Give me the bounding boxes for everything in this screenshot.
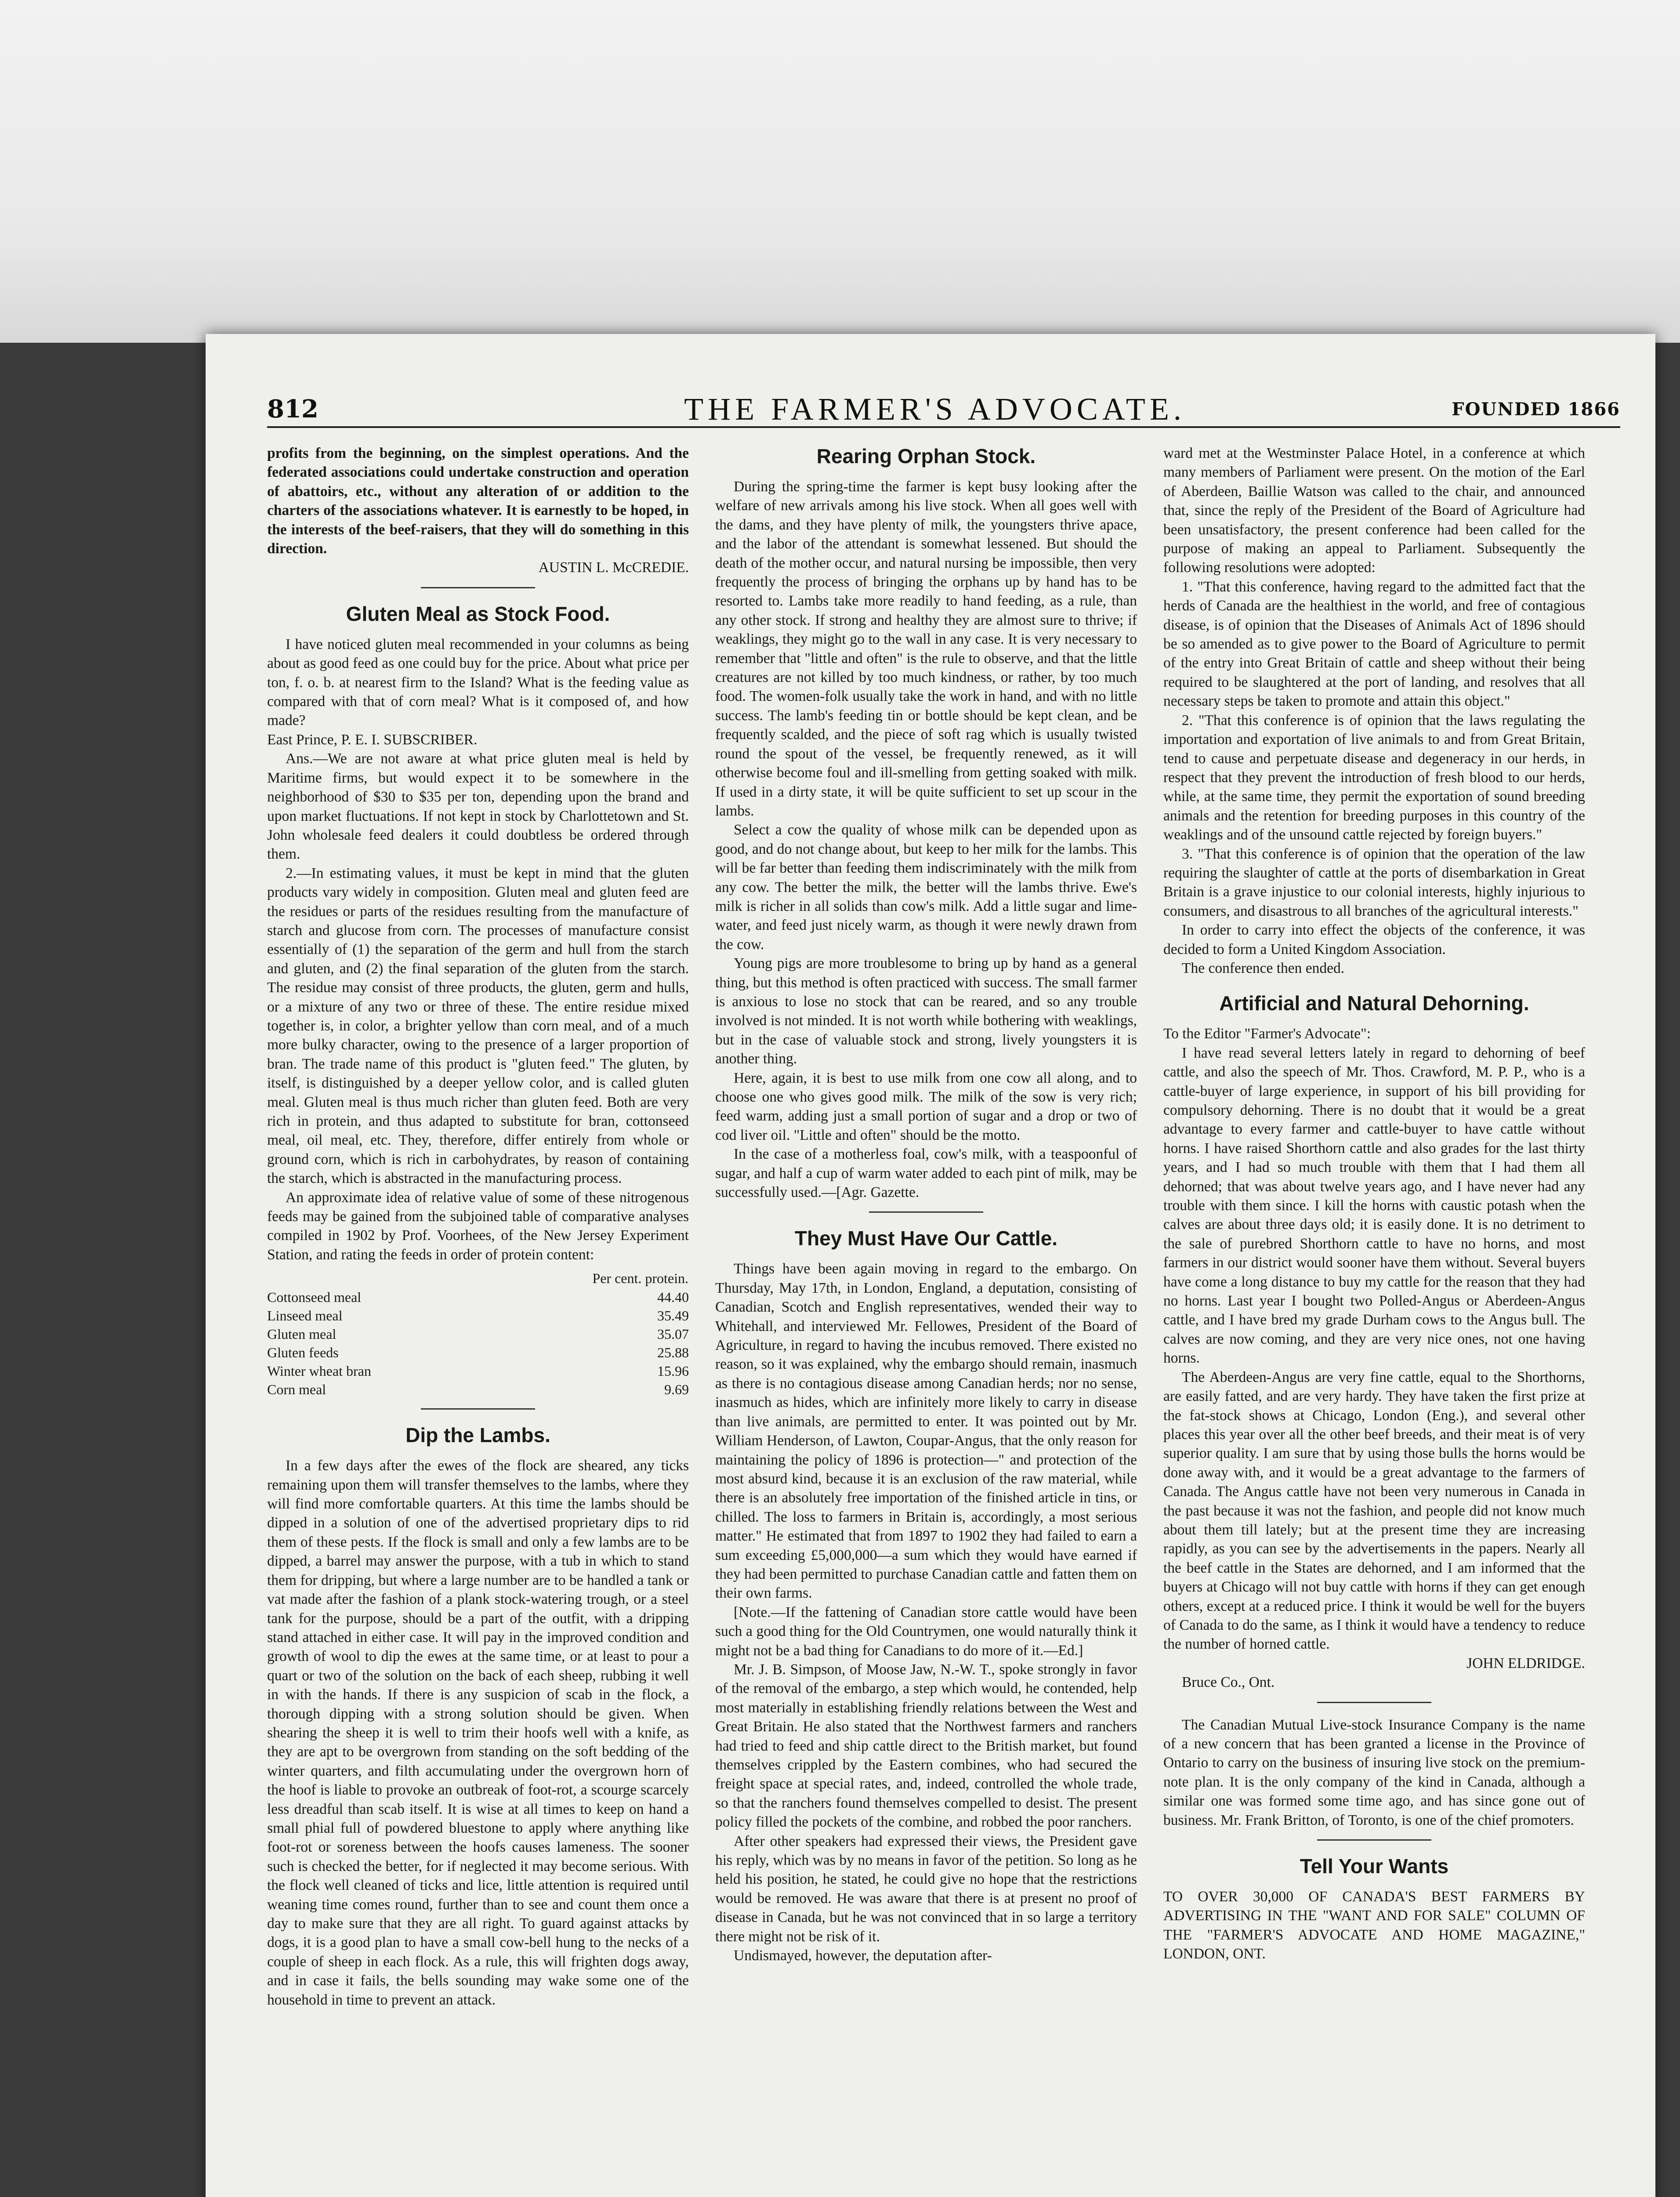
column-2 — [715, 444, 1137, 1965]
divider — [869, 1211, 983, 1213]
letter-place: Bruce Co., Ont. — [1182, 1674, 1275, 1691]
editor-note: [Note.—If the fattening of Canadian store cattle would have been such a good thing for the Old Countrymen, one would naturally think it might not be a bad thing for Canadians to do more of it.—Ed.] — [715, 1604, 1137, 1659]
table-row — [267, 1362, 689, 1380]
article-title: They Must Have Our Cattle. — [794, 1227, 1058, 1250]
article-paragraph: Here, again, it is best to use milk from one cow all along, and to choose one who gives good milk. The milk of the sow is very rich; feed warm, adding just a small portion of sugar and a drop or two of cod liver oil. "Little and often" should be the motto. — [715, 1069, 1137, 1143]
newspaper-page — [206, 334, 1655, 2197]
article-paragraph: The conference then ended. — [1182, 960, 1345, 976]
article-title: Dip the Lambs. — [406, 1424, 550, 1447]
divider — [421, 587, 535, 588]
protein-value: 9.69 — [664, 1381, 689, 1398]
article-continuation: ward met at the Westminster Palace Hotel, in a conference at which many members of Parliament were present. On the motion of the Earl of Aberdeen, Baillie Watson was called to the chair, and announced that, since the reply of the President of the Board of Agriculture had been unsatisfactory, the present conference had been called for the purpose of making an appeal to Parliament. Subsequently the following resolutions were adopted: — [1163, 445, 1585, 576]
resolution-2: 2. "That this conference is of opinion that the laws regulating the importation and exportation of live animals to and from Great Britain, tend to cause and perpetuate disease and degeneracy in our herds, in respect that they prevent the introduction of fresh blood to our herds, while, at the same time, they permit the exportation of sound breeding animals and the retention for breeding purposes in this country of the weaklings and of the unsound cattle rejected by foreign buyers." — [1163, 712, 1585, 843]
article-paragraph: In order to carry into effect the objects of the conference, it was decided to form a United Kingdom Association. — [1163, 922, 1585, 957]
divider — [1317, 1839, 1431, 1841]
table-header-row — [267, 1269, 689, 1288]
abattoir-continuation: profits from the beginning, on the simplest operations. And the federated associations could undertake construction and operation of abattoirs, etc., without any alteration of or addition to the charters of the associations whatever. It is earnestly to be hoped, in the interests of the beef-raisers, that they will do something in this direction. — [267, 445, 689, 557]
letter-paragraph: I have read several letters lately in regard to dehorning of beef cattle, and also the speech of Mr. Thos. Crawford, M. P. P., who is a cattle-buyer of large experience, in support of his bill providing for compulsory dehorning. There is no doubt that it would be a great advantage to every farmer and cattle-buyer to have cattle without horns. I have raised Shorthorn cattle and also grades for the last thirty years, and I had so much trouble with them that I had them all dehorned; that was about twelve years ago, and I have never had any trouble with them since. I kill the horns with caustic potash when the calves are about three days old; it is easily done. It is no detriment to the sale of purebred Shorthorn cattle to have no horns, and most farmers in our district would sooner have them without. Several buyers have come a long distance to buy my cattle for the reason that they had no horns. Last year I bought two Polled-Angus or Aberdeen-Angus cattle, and I have bred my grade Durham cows to the Angus bull. The calves are now coming, and they are very nice ones, not one having horns. — [1163, 1044, 1585, 1367]
feed-name: Corn meal — [267, 1381, 326, 1398]
table-row — [267, 1343, 689, 1362]
table-row — [267, 1306, 689, 1325]
founded-line: FOUNDED 1866 — [1452, 399, 1620, 420]
answer-paragraph: An approximate idea of relative value of some of these nitrogenous feeds may be gained from the subjoined table of comparative analyses compiled in 1902 by Prof. Voorhees, of the New Jersey Experiment Station, and rating the feeds in order of protein content: — [267, 1189, 689, 1263]
article-paragraph: Select a cow the quality of whose milk can be depended upon as good, and do not change about, but keep to her milk for the lambs. This will be far better than feeding them indiscriminately with the milk from any cow. The better the milk, the better will the lambs thrive. Ewe's milk is richer in all solids than cow's milk. Add a little sugar and lime-water, and feed just nicely warm, as though it were newly drawn from the cow. — [715, 822, 1137, 953]
letter-salutation: To the Editor "Farmer's Advocate": — [1163, 1026, 1371, 1042]
article-title: Artificial and Natural Dehorning. — [1219, 992, 1529, 1015]
article-paragraph: Mr. J. B. Simpson, of Moose Jaw, N.-W. T., spoke strongly in favor of the removal of the embargo, a step which would, he contended, help most materially in establishing friendly relations between the West and Great Britain. He also stated that the Northwest farmers and ranchers had tried to feed and ship cattle direct to the British market, but found themselves crippled by the Eastern combines, who had secured the freight space at special rates, and, indeed, controlled the whole trade, so that the ranchers found themselves compelled to desist. The present policy filled the pockets of the combine, and robbed the poor ranchers. — [715, 1661, 1137, 1831]
divider — [1317, 1702, 1431, 1703]
table-row — [267, 1288, 689, 1306]
scan-background — [0, 0, 1680, 343]
feed-name: Gluten feeds — [267, 1345, 339, 1361]
feed-name: Winter wheat bran — [267, 1363, 371, 1379]
article-paragraph: After other speakers had expressed their views, the President gave his reply, which was by no means in favor of the petition. So long as he held his position, he stated, he could give no hope that the restrictions would be removed. He was aware that there is at present no proof of disease in Canada, but he was not convinced that in so large a territory there might not be risk of it. — [715, 1833, 1137, 1945]
question-paragraph: I have noticed gluten meal recommended in your columns as being about as good feed as one could buy for the price. About what price per ton, f. o. b. at nearest firm to the Island? What is the feeding value as compared with that of corn meal? What is it composed of, and how made? — [267, 636, 689, 729]
advertisement-title: Tell Your Wants — [1300, 1855, 1449, 1878]
protein-value: 15.96 — [657, 1363, 689, 1379]
column-1 — [267, 444, 689, 2009]
article-title: Gluten Meal as Stock Food. — [346, 602, 610, 625]
question-signature: East Prince, P. E. I. SUBSCRIBER. — [267, 731, 478, 748]
letter-paragraph: The Aberdeen-Angus are very fine cattle, equal to the Shorthorns, are easily fatted, and are very hardy. They have taken the first prize at the fat-stock shows at Chicago, London (Eng.), and several other places this year over all the other beef breeds, and their meat is of very superior quality. I am sure that by using those bulls the horns would be done away with, and it would be a great advantage to the farmers of Canada. The Angus cattle have not been very numerous in Canada in the past because it was not the fashion, and people did not know much about them till lately; but at the present time they are increasing rapidly, as you can see by the advertisements in the papers. Nearly all the beef cattle in the States are dehorned, and I am informed that the buyers at Chicago will not buy cattle with horns if they can get enough others, except at a reduced price. I think it would be well for the buyers of Canada to do the same, as I think it would have a tendency to reduce the number of horned cattle. — [1163, 1369, 1585, 1653]
table-row — [267, 1380, 689, 1399]
feed-name: Linseed meal — [267, 1308, 343, 1324]
masthead-title: THE FARMER'S ADVOCATE. — [684, 392, 1186, 427]
article-paragraph: Young pigs are more troublesome to bring up by hand as a general thing, but this method is often practiced with success. The small farmer is anxious to lose no stock that can be reared, and so any trouble involved is not minded. It is not worth while bothering with weaklings, but in the case of valuable stock and strong, lively youngsters it is another thing. — [715, 955, 1137, 1067]
answer-paragraph: Ans.—We are not aware at what price gluten meal is held by Maritime firms, but would expect it to be somewhere in the neighborhood of $30 to $35 per ton, depending upon the brand and upon market fluctuations. If not kept in stock by Charlottetown and St. John wholesale feed dealers it could doubtless be ordered through them. — [267, 750, 689, 863]
article-paragraph: Undismayed, however, the deputation after- — [734, 1947, 992, 1964]
page-number: 812 — [267, 395, 319, 424]
protein-value: 35.07 — [657, 1326, 689, 1342]
letter-signature: JOHN ELDRIDGE. — [1466, 1655, 1585, 1671]
article-paragraph: Things have been again moving in regard to the embargo. On Thursday, May 17th, in London, England, a deputation, consisting of Canadian, Scotch and English representatives, wended their way to Whitehall, and interviewed Mr. Fellowes, President of the Board of Agriculture, in regard to having the incubus removed. There existed no reason, so it was explained, why the embargo should remain, inasmuch as there is no contagious disease among Canadian herds; nor no sense, inasmuch as hides, which are infinitely more likely to carry in disease than live animals, are permitted to enter. It was pointed out by Mr. William Henderson, of Lawton, Coupar-Angus, that the only reason for maintaining the policy of 1896 is protection—" and protection of the most absurd kind, because it is an exclusion of the raw material, while there is an absolutely free importation of the finished article in tins, or chilled. The loss to farmers in Britain is, accordingly, a most serious matter." He estimated that from 1897 to 1902 they had failed to earn a sum exceeding £5,000,000—a sum which they would have earned if they had been permitted to purchase Canadian cattle and fatten them on their own farms. — [715, 1261, 1137, 1602]
protein-value: 25.88 — [657, 1345, 689, 1361]
article-signature: AUSTIN L. McCREDIE. — [538, 559, 689, 576]
feed-name: Cottonseed meal — [267, 1289, 362, 1305]
table-header: Per cent. protein. — [592, 1270, 688, 1287]
article-paragraph: In a few days after the ewes of the flock are sheared, any ticks remaining upon them will transfer themselves to the lambs, where they will find more comfortable quarters. At this time the lambs should be dipped in a solution of one of the advertised proprietary dips to rid them of these pests. If the flock is small and only a few lambs are to be dipped, a barrel may answer the purpose, with a tub in which to stand them for dripping, but where a large number are to be handled a tank or vat made after the fashion of a plank stock-watering trough, or a steel tank for the purpose, should be a part of the outfit, with a dripping stand attached in either case. It will pay in the improved condition and growth of wool to dip the ewes at the same time, or at least to pour a quart or two of the solution on the back of each sheep, rubbing it well in with the hands. If there is any suspicion of scab in the flock, a thorough dipping with a strong solution should be given. When shearing the sheep it is well to trim their hoofs well with a knife, as they are apt to be overgrown from standing on the soft bedding of the winter quarters, and filth accumulating under the overgrown horn of the hoof is liable to provoke an outbreak of foot-rot, a scourge scarcely less dreadful than scab itself. It is wise at all times to keep on hand a small phial full of powdered bluestone to apply where anything like foot-rot or soreness between the hoofs causes lameness. The sooner such is checked the better, for if neglected it may become serious. With the flock well cleaned of ticks and lice, little attention is required until weaning time comes round, further than to see and count them once a day to make sure that they are all right. To guard against attacks by dogs, it is a good plan to have a small cow-bell hung to the necks of a couple of sheep in each flock. As a rule, this will frighten dogs away, and in case it fails, the bells sounding may wake some one of the household in time to prevent an attack. — [267, 1457, 689, 2008]
feed-name: Gluten meal — [267, 1326, 337, 1342]
resolution-1: 1. "That this conference, having regard to the admitted fact that the herds of Canada are the healthiest in the world, and free of contagious disease, is of opinion that the Diseases of Animals Act of 1896 should be so amended as to give power to the Board of Agriculture to permit of the entry into Great Britain of cattle and sheep without their being required to be slaughtered at the port of landing, and resolves that all necessary steps be taken to promote and attain this object." — [1163, 578, 1585, 710]
article-paragraph: During the spring-time the farmer is kept busy looking after the welfare of new arrivals among his live stock. When all goes well with the dams, and they have plenty of milk, the youngsters thrive apace, and the labor of the attendant is somewhat lessened. But should the death of the mother occur, and natural nursing be impossible, then very frequently the process of bringing the orphans up by hand has to be resorted to. Lambs take more readily to hand feeding, as a rule, than any other stock. If strong and healthy they are almost sure to thrive; if weaklings, they might go to the wall in any case. It is very necessary to remember that "little and often" is the rule to observe, and that the little creatures are not killed by too much kindness, or rather, by too much food. The women-folk usually take the work in hand, and with no little success. The lamb's feeding tin or bottle should be kept clean, and be frequently scalded, and the piece of soft rag which is usually twisted round the spout of the vessel, be frequently renewed, as it will otherwise become foul and ill-smelling from getting soaked with milk. If used in a dirty state, it will be quite sufficient to set up scour in the lambs. — [715, 479, 1137, 819]
article-title: Rearing Orphan Stock. — [816, 445, 1036, 468]
advertisement-text: TO OVER 30,000 OF CANADA'S BEST FARMERS BY ADVERTISING IN THE "WANT AND FOR SALE" COLUMN OF THE "FARMER'S ADVOCATE AND HOME MAGAZINE," LONDON, ONT. — [1163, 1889, 1585, 1962]
answer-paragraph: 2.—In estimating values, it must be kept in mind that the gluten products vary widely in composition. Gluten meal and gluten feed are the residues or parts of the residues resulting from the manufacture of starch and glucose from corn. The processes of manufacture consist essentially of (1) the separation of the germ and hull from the starch and gluten, and (2) the final separation of the gluten from the starch. The residue may consist of three products, the gluten, germ and hulls, or a mixture of any two or three of these. The entire residue mixed together is, in color, a brighter yellow than corn meal, and of a much more bulky character, owing to the presence of a larger proportion of bran. The trade name of this product is "gluten feed." The gluten, by itself, is distinguished by a deeper yellow color, and is called gluten meal. Gluten meal is thus much richer than gluten feed. Both are very rich in protein, and thus adapted to substitute for bran, cottonseed meal, oil meal, etc. They, therefore, differ entirely from whole or ground corn, which is rich in carbohydrates, by reason of containing the starch, which is abstracted in the manufacturing process. — [267, 865, 689, 1187]
protein-value: 35.49 — [657, 1308, 689, 1324]
resolution-3: 3. "That this conference is of opinion that the operation of the law requiring the slaughter of cattle at the ports of disembarkation in Great Britain is a grave injustice to our colonial interests, highly injurious to consumers, and disastrous to all branches of the agricultural interests." — [1163, 845, 1585, 919]
column-3 — [1163, 444, 1585, 1964]
protein-value: 44.40 — [657, 1289, 689, 1305]
divider — [421, 1408, 535, 1410]
table-row — [267, 1325, 689, 1343]
page-header — [267, 387, 1620, 428]
article-paragraph: In the case of a motherless foal, cow's milk, with a teaspoonful of sugar, and half a cup of warm water added to each pint of milk, may be successfully used.—[Agr. Gazette. — [715, 1146, 1137, 1201]
protein-table — [267, 1269, 689, 1399]
news-paragraph: The Canadian Mutual Live-stock Insurance Company is the name of a new concern that has been granted a license in the Province of Ontario to carry on the business of insuring live stock on the premium-note plan. It is the only company of the kind in Canada, although a similar one was formed some time ago, and has since gone out of business. Mr. Frank Britton, of Toronto, is one of the chief promoters. — [1163, 1716, 1585, 1828]
